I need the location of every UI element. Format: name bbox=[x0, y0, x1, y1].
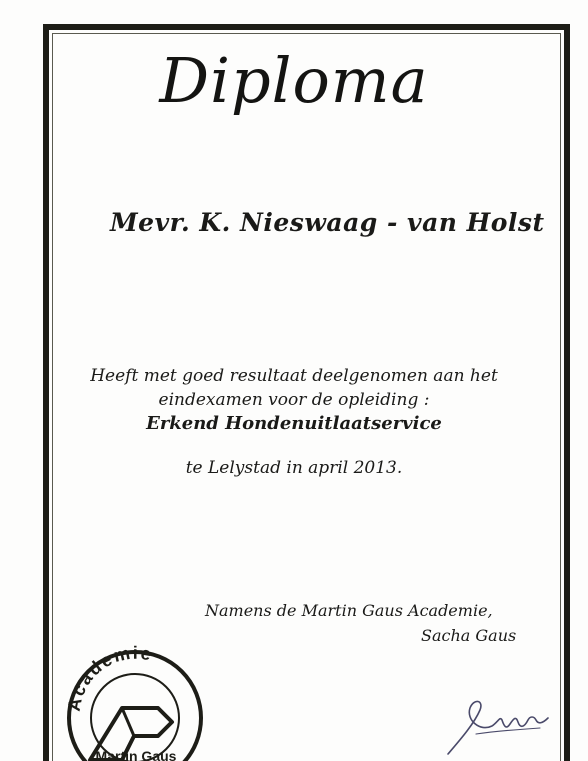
academy-logo-icon bbox=[60, 640, 210, 761]
logo-bottom-text: Martin Gaus bbox=[95, 748, 177, 761]
svg-text:Academie bbox=[64, 643, 155, 713]
signatory-name: Sacha Gaus bbox=[421, 626, 517, 645]
handwritten-signature-icon bbox=[440, 690, 560, 761]
diploma-title: Diploma bbox=[159, 44, 429, 117]
on-behalf-line: Namens de Martin Gaus Academie, bbox=[205, 601, 493, 620]
recipient-name: Mevr. K. Nieswaag - van Holst bbox=[110, 208, 545, 237]
logo-top-text: Academie bbox=[63, 642, 155, 713]
statement-line-2: eindexamen voor de opleiding : bbox=[158, 390, 430, 410]
statement-line-1: Heeft met goed resultaat deelgenomen aan het bbox=[90, 366, 498, 386]
course-name: Erkend Hondenuitlaatservice bbox=[146, 413, 442, 434]
place-date: te Lelystad in april 2013. bbox=[185, 458, 403, 478]
